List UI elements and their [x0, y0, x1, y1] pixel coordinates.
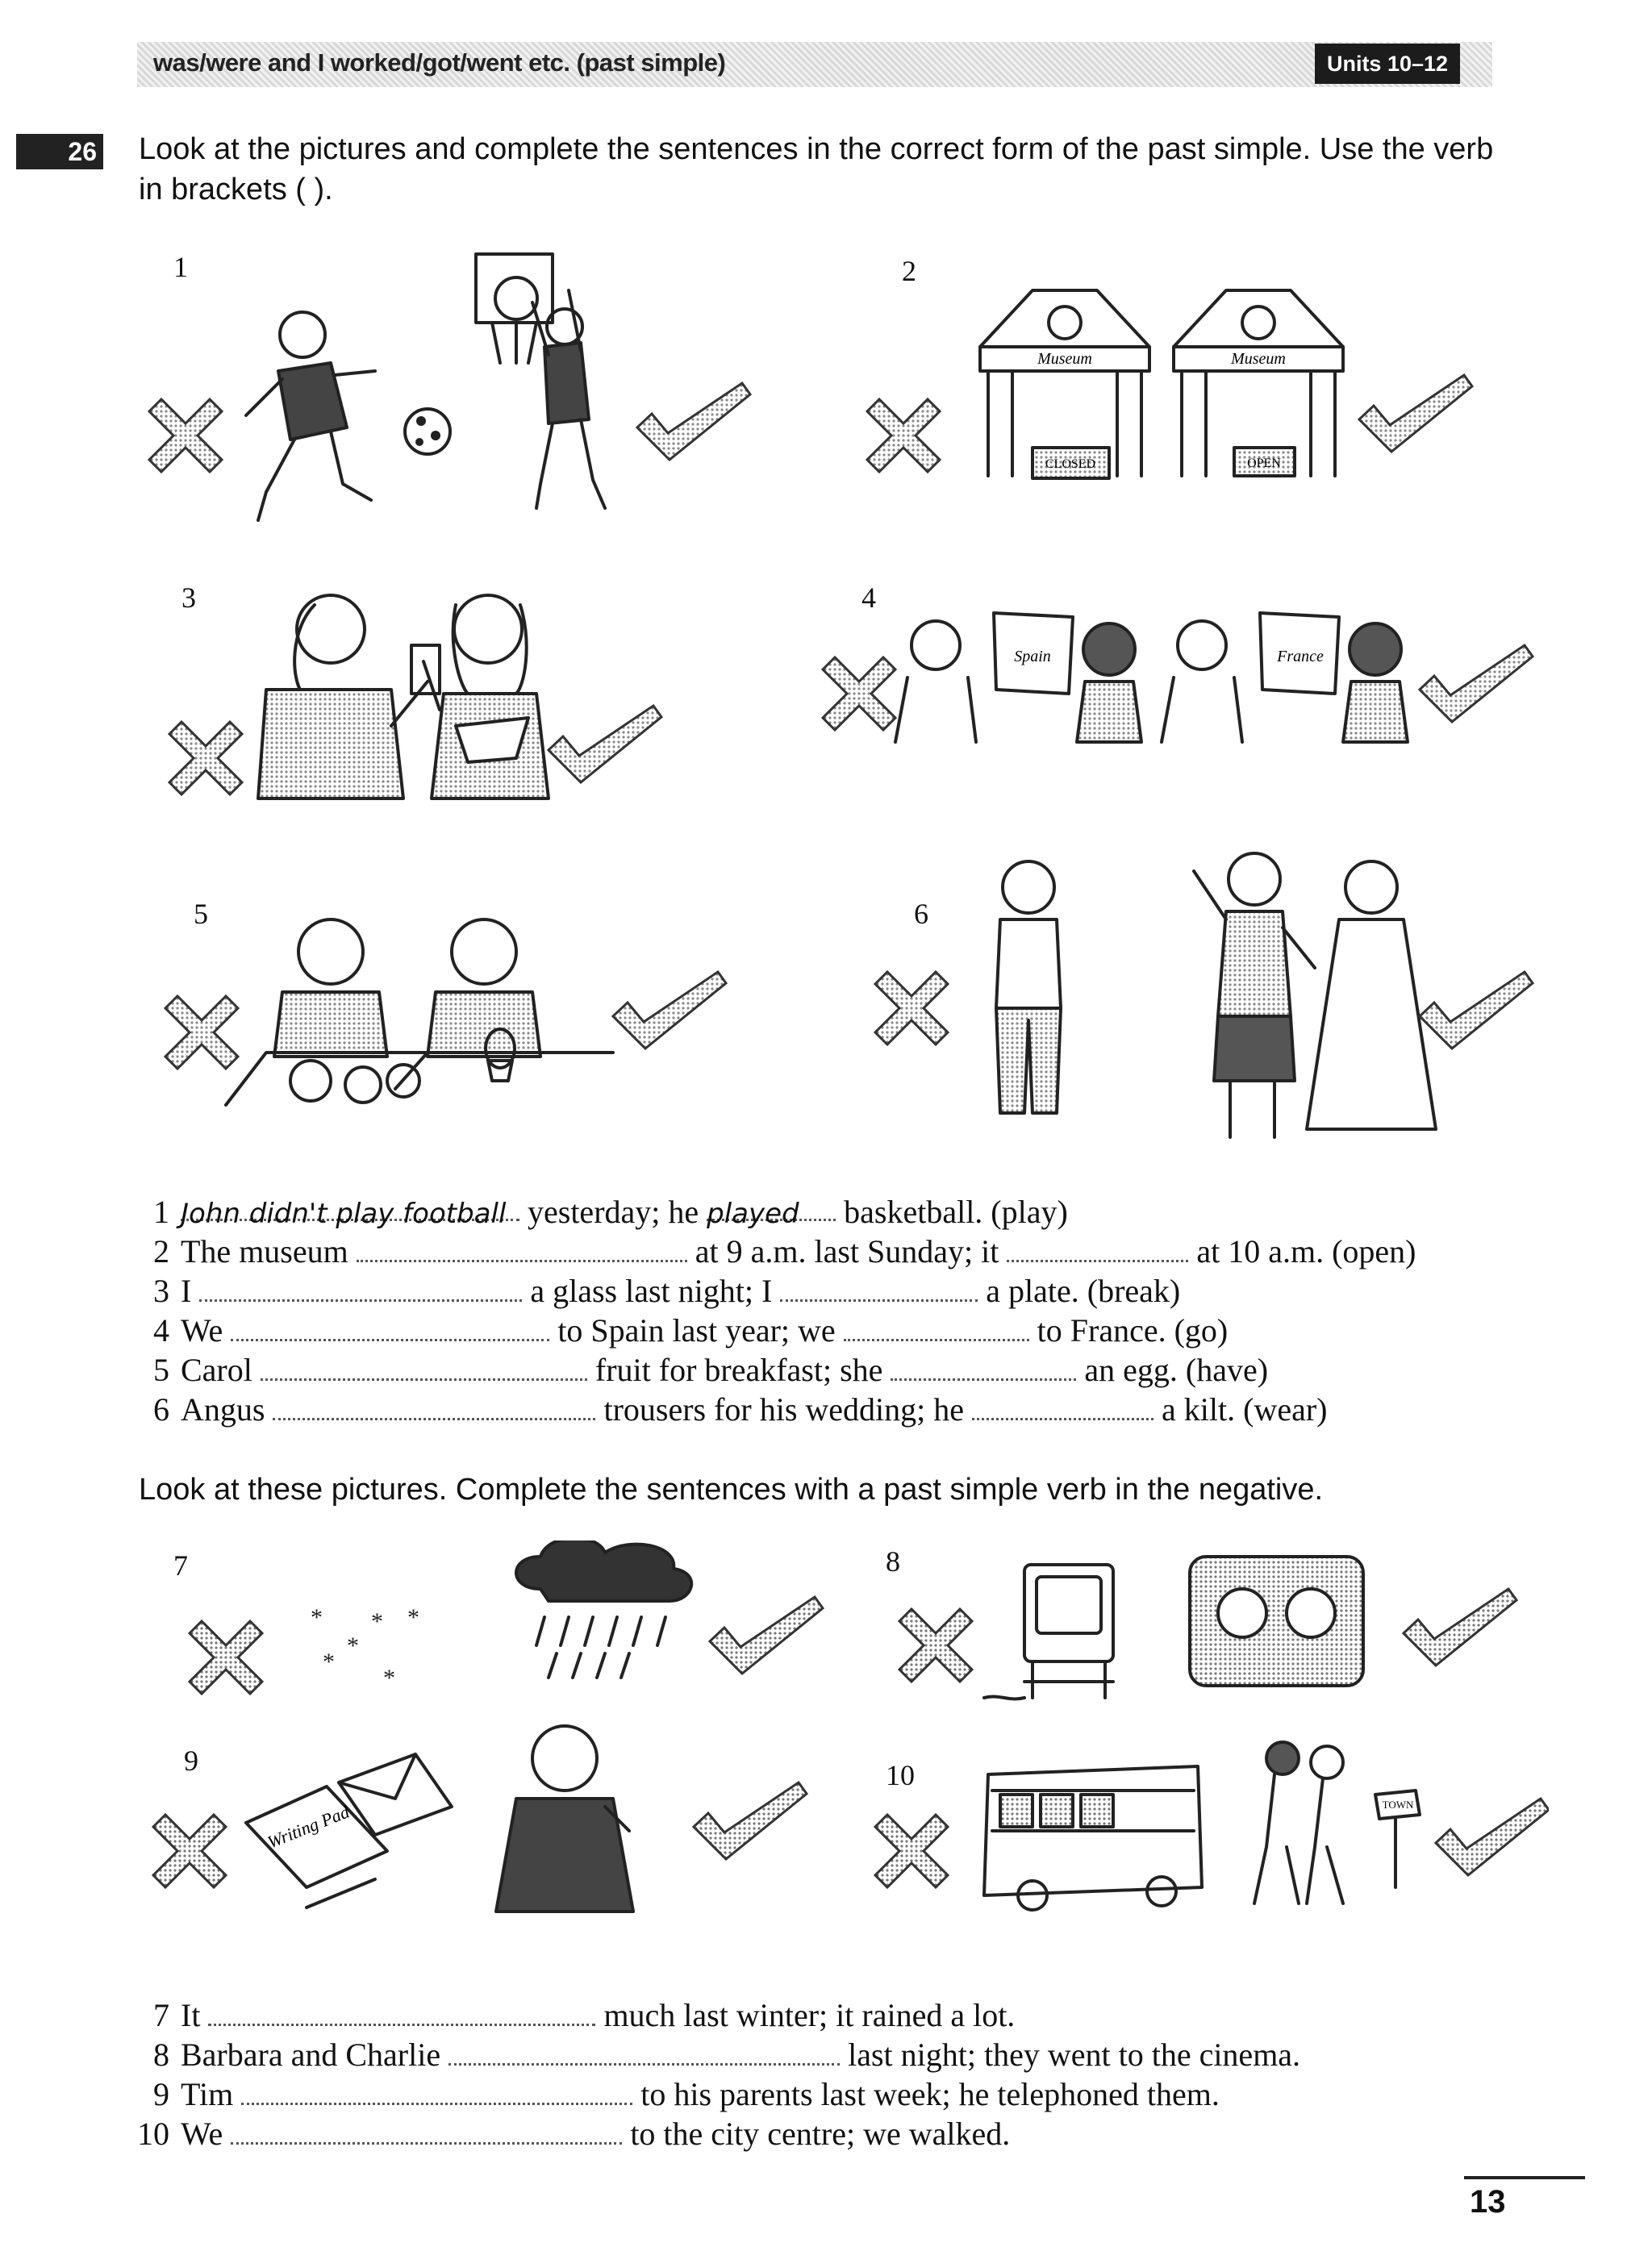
svg-text:*: *: [407, 1604, 419, 1631]
sentence-number: 10: [137, 2116, 169, 2152]
sentence-number: 4: [153, 1312, 169, 1349]
sentence-text: trousers for his wedding; he: [603, 1391, 965, 1428]
picture-number-2: 2: [902, 255, 916, 287]
picture-8: [899, 1557, 1516, 1699]
france-map-label: France: [1277, 648, 1324, 665]
sentence-text: an egg. (have): [1084, 1352, 1269, 1388]
illustrations-part1: [129, 242, 1549, 1178]
svg-text:*: *: [371, 1608, 383, 1635]
answer-blank[interactable]: [448, 2039, 840, 2066]
answer-blank[interactable]: [231, 1315, 549, 1341]
picture-10: [875, 1742, 1549, 1910]
picture-2: [867, 290, 1472, 478]
sentence-row: [137, 2035, 1300, 2074]
picture-number-4: 4: [861, 582, 876, 614]
sentence-row: [137, 1390, 1416, 1429]
units-badge: Units 10–12: [1315, 44, 1460, 84]
picture-number-5: 5: [194, 898, 208, 930]
answer-blank[interactable]: [844, 1315, 1029, 1341]
sentence-text: to his parents last week; he telephoned them.: [640, 2076, 1220, 2112]
answer-blank[interactable]: John didn't play football: [181, 1194, 519, 1221]
sentence-number: 9: [153, 2076, 169, 2112]
answer-blank[interactable]: [1007, 1236, 1188, 1262]
picture-number-6: 6: [914, 898, 928, 930]
page-number: 13: [1470, 2184, 1506, 2220]
svg-text:*: *: [323, 1649, 335, 1675]
sentence-text: a plate. (break): [986, 1273, 1181, 1309]
picture-number-10: 10: [886, 1759, 915, 1791]
closed-sign: CLOSED: [1045, 457, 1096, 471]
picture-9: [153, 1726, 807, 1912]
sentence-number: 7: [153, 1997, 169, 2033]
answer-blank[interactable]: [231, 2118, 622, 2145]
header-title: was/were and I worked/got/went etc. (past simple): [153, 48, 726, 77]
sentence-number: 1: [153, 1194, 169, 1230]
spain-map-label: Spain: [1014, 648, 1051, 665]
picture-3: [169, 595, 661, 798]
answer-blank[interactable]: [972, 1394, 1153, 1420]
sentence-text: yesterday; he: [528, 1194, 699, 1230]
answer-blank[interactable]: [261, 1354, 587, 1381]
answer-blank[interactable]: played: [707, 1194, 836, 1221]
svg-text:*: *: [347, 1632, 359, 1659]
sentence-row: [137, 1311, 1416, 1350]
picture-5: [165, 919, 726, 1105]
picture-number-8: 8: [886, 1545, 900, 1578]
sentence-text: fruit for breakfast; she: [594, 1352, 883, 1388]
sentence-text: at 9 a.m. last Sunday; it: [695, 1233, 999, 1269]
writing-pad-label: Writing Pad: [264, 1801, 353, 1853]
answer-blank[interactable]: [208, 1999, 595, 2026]
sentence-text: I: [181, 1273, 192, 1309]
sentences-part2: [137, 1995, 1300, 2153]
sentence-text: much last winter; it rained a lot.: [603, 1997, 1016, 2033]
sentence-row: [137, 1232, 1416, 1271]
picture-number-7: 7: [173, 1549, 188, 1582]
museum-sign-1: Museum: [1037, 350, 1092, 368]
sentence-text: It: [181, 1997, 201, 2033]
sentence-number: 8: [153, 2037, 169, 2073]
answer-blank[interactable]: [891, 1354, 1076, 1381]
sentence-text: a glass last night; I: [530, 1273, 773, 1309]
sentence-number: 2: [153, 1233, 169, 1269]
sentence-text: a kilt. (wear): [1162, 1391, 1328, 1428]
answer-blank[interactable]: [357, 1236, 687, 1262]
sentence-text: at 10 a.m. (open): [1196, 1233, 1416, 1269]
answer-blank[interactable]: [780, 1275, 978, 1302]
sentence-text: basketball. (play): [844, 1194, 1068, 1230]
answer-blank[interactable]: [199, 1275, 522, 1302]
open-sign: OPEN: [1247, 457, 1281, 470]
sentence-text: Tim: [181, 2076, 234, 2112]
picture-6: [875, 853, 1533, 1137]
sentences-part1: [137, 1192, 1416, 1429]
picture-4: [823, 613, 1533, 742]
answer-blank[interactable]: [273, 1394, 595, 1420]
museum-sign-2: Museum: [1231, 350, 1286, 368]
sentence-text: to the city centre; we walked.: [630, 2116, 1011, 2152]
picture-1: [149, 254, 750, 520]
picture-number-3: 3: [181, 582, 196, 614]
sentence-row: [137, 1350, 1416, 1390]
sentence-text: We: [181, 2116, 223, 2152]
sentence-text: to France. (go): [1037, 1312, 1229, 1349]
picture-number-9: 9: [184, 1745, 198, 1777]
sentence-row: [137, 2114, 1300, 2153]
sentence-text: to Spain last year; we: [557, 1312, 836, 1349]
picture-7: [190, 1540, 823, 1694]
svg-text:*: *: [311, 1604, 323, 1631]
sentence-text: last night; they went to the cinema.: [848, 2037, 1301, 2073]
exercise-instruction: Look at the pictures and complete the sentences in the correct form of the past simple. Use the verb in brackets ( ).: [139, 132, 1494, 206]
town-sign-label: TOWN: [1382, 1799, 1414, 1811]
sentence-text: Angus: [181, 1391, 265, 1428]
answer-blank[interactable]: [241, 2078, 632, 2105]
sentence-row: [137, 2074, 1300, 2114]
exercise-number: 26: [16, 134, 103, 169]
sentence-text: We: [181, 1312, 223, 1349]
sentence-row: [137, 1192, 1416, 1232]
svg-text:*: *: [383, 1665, 395, 1691]
sentence-text: Barbara and Charlie: [181, 2037, 441, 2073]
sentence-text: The museum: [181, 1233, 348, 1269]
sentence-row: [137, 1271, 1416, 1311]
sentence-number: 5: [153, 1352, 169, 1388]
sentence-number: 3: [153, 1273, 169, 1309]
page-number-rule: [1464, 2176, 1585, 2179]
sentence-text: Carol: [181, 1352, 252, 1388]
part2-instruction: Look at these pictures. Complete the sentences with a past simple verb in the negative.: [139, 1473, 1324, 1507]
sentence-number: 6: [153, 1391, 169, 1428]
sentence-row: [137, 1995, 1300, 2035]
illustrations-part2: [129, 1540, 1549, 1992]
picture-number-1: 1: [173, 251, 188, 283]
